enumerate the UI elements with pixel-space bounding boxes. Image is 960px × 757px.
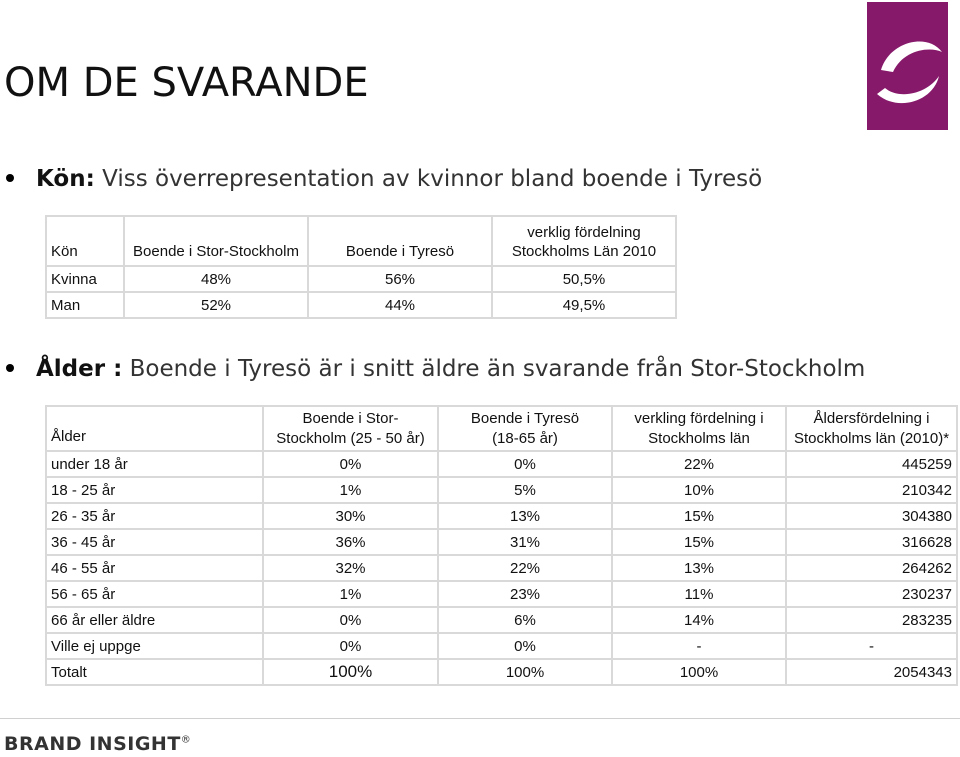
table-row [46, 555, 957, 581]
header-cell: Ålder [46, 406, 263, 451]
header-cell: Boende i Stor-Stockholm [124, 216, 308, 266]
bullet-age-text: Boende i Tyresö är i snitt äldre än svarande från Stor-Stockholm [122, 356, 866, 382]
table-cell: 1% [263, 581, 438, 607]
brand-name: BRAND INSIGHT [4, 733, 181, 755]
table-cell: 50,5% [492, 266, 676, 292]
table-cell: 210342 [786, 477, 957, 503]
table-cell: 14% [612, 607, 786, 633]
bullet-gender-label: Kön: [36, 166, 95, 192]
table-cell: 15% [612, 503, 786, 529]
table-cell: 1% [263, 477, 438, 503]
table-cell: 445259 [786, 451, 957, 477]
table-cell: 44% [308, 292, 492, 318]
brand-logo [867, 2, 948, 130]
header-cell [786, 406, 957, 451]
table-cell: 13% [612, 555, 786, 581]
table-cell: Kvinna [46, 266, 124, 292]
registered-mark: ® [180, 734, 192, 746]
table-cell: 18 - 25 år [46, 477, 263, 503]
table-cell: 66 år eller äldre [46, 607, 263, 633]
table-cell: under 18 år [46, 451, 263, 477]
bullet-age-label: Ålder : [36, 356, 123, 382]
table-cell: Ville ej uppge [46, 633, 263, 659]
table-cell: 10% [612, 477, 786, 503]
header-line: Boende i Tyresö [470, 409, 580, 427]
table-cell: Man [46, 292, 124, 318]
table-cell: 48% [124, 266, 308, 292]
table-row [46, 659, 957, 685]
header-cell: Boende i Tyresö [308, 216, 492, 266]
table-cell: 46 - 55 år [46, 555, 263, 581]
table-cell: 52% [124, 292, 308, 318]
table-cell: 36 - 45 år [46, 529, 263, 555]
table-cell: 36% [263, 529, 438, 555]
table-cell: 26 - 35 år [46, 503, 263, 529]
table-cell: 31% [438, 529, 612, 555]
table-cell: 264262 [786, 555, 957, 581]
table-cell: 2054343 [786, 659, 957, 685]
header-line: Åldersfördelning i [813, 409, 930, 427]
page-title: OM DE SVARANDE [4, 60, 369, 106]
header-cell [612, 406, 786, 451]
table-cell: 6% [438, 607, 612, 633]
table-cell: - [612, 633, 786, 659]
table-cell: 100% [612, 659, 786, 685]
table-cell: 283235 [786, 607, 957, 633]
header-line: Stockholms Län 2010 [511, 243, 657, 260]
table-header-row [46, 216, 676, 266]
table-cell: 0% [263, 451, 438, 477]
header-cell: Kön [46, 216, 124, 266]
swirl-icon [867, 2, 948, 130]
table-cell: 15% [612, 529, 786, 555]
footer-divider [0, 718, 960, 719]
bullet-gender [6, 166, 762, 192]
table-cell: 22% [612, 451, 786, 477]
bullet-dot [6, 174, 14, 182]
table-row [46, 607, 957, 633]
table-cell: 13% [438, 503, 612, 529]
table-cell: - [786, 633, 957, 659]
table-cell: 0% [263, 633, 438, 659]
table-cell: 0% [438, 451, 612, 477]
table-cell: 56% [308, 266, 492, 292]
table-row [46, 292, 676, 318]
table-cell: 30% [263, 503, 438, 529]
table-cell: 316628 [786, 529, 957, 555]
table-cell: 32% [263, 555, 438, 581]
table-cell: 22% [438, 555, 612, 581]
bullet-dot [6, 364, 14, 372]
table-header-row [46, 406, 957, 451]
header-cell [263, 406, 438, 451]
table-row [46, 633, 957, 659]
table-cell: 304380 [786, 503, 957, 529]
header-line: Stockholms län (2010)* [793, 429, 950, 447]
table-cell: 23% [438, 581, 612, 607]
gender-table [45, 215, 677, 319]
age-table [45, 405, 958, 686]
header-line: verkling fördelning i [634, 409, 764, 427]
table-row [46, 266, 676, 292]
header-line: Boende i Stor- [302, 409, 399, 427]
header-line: Stockholms län [648, 429, 750, 447]
bullet-age [6, 356, 865, 382]
table-row [46, 581, 957, 607]
table-cell: 49,5% [492, 292, 676, 318]
table-cell: 100% [263, 659, 438, 685]
table-row [46, 451, 957, 477]
table-row [46, 503, 957, 529]
table-cell: 11% [612, 581, 786, 607]
header-line: (18-65 år) [492, 429, 558, 447]
table-row [46, 477, 957, 503]
table-row [46, 529, 957, 555]
table-cell: 230237 [786, 581, 957, 607]
table-cell: 100% [438, 659, 612, 685]
table-cell: Totalt [46, 659, 263, 685]
bullet-gender-text: Viss överrepresentation av kvinnor bland boende i Tyresö [94, 166, 763, 192]
footer-brand [4, 733, 191, 755]
header-cell [438, 406, 612, 451]
header-cell [492, 216, 676, 266]
table-cell: 0% [438, 633, 612, 659]
table-cell: 0% [263, 607, 438, 633]
header-line: Stockholm (25 - 50 år) [276, 429, 425, 447]
table-cell: 5% [438, 477, 612, 503]
header-line: verklig fördelning [527, 224, 641, 241]
table-cell: 56 - 65 år [46, 581, 263, 607]
